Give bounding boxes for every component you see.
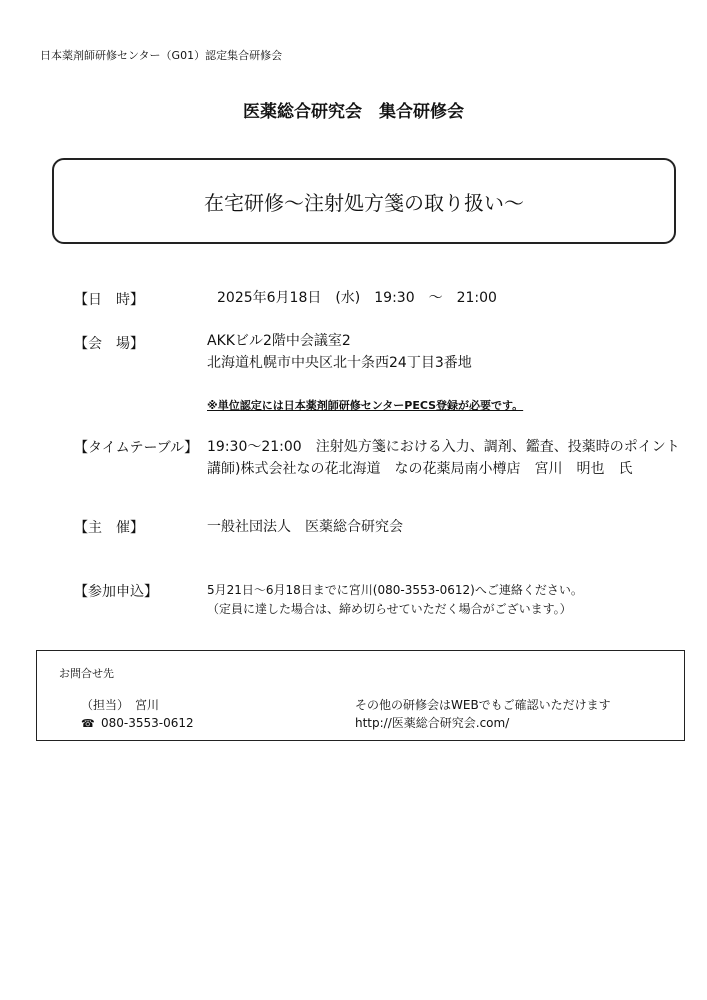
contact-person-block bbox=[81, 696, 194, 733]
timetable-line-2: 講師)株式会社なの花北海道 なの花薬局南小樽店 宮川 明也 氏 bbox=[207, 461, 633, 477]
contact-phone-line bbox=[81, 714, 194, 733]
contact-person: （担当） 宮川 bbox=[81, 698, 160, 712]
application-line-1: 5月21日～6月18日までに宮川(080-3553-0612)へご連絡ください。 bbox=[207, 583, 583, 597]
contact-url-link[interactable]: http://医薬総合研究会.com/ bbox=[355, 716, 510, 730]
event-title: 在宅研修～注射処方箋の取り扱い～ bbox=[204, 190, 524, 215]
timetable-label: 【タイムテーブル】 bbox=[74, 440, 199, 456]
pecs-notice: ※単位認定には日本薬剤師研修センターPECS登録が必要です。 bbox=[207, 399, 524, 412]
contact-web-block bbox=[355, 696, 611, 732]
application-line-2: （定員に達した場合は、締め切らせていただく場合がございます。） bbox=[207, 602, 572, 616]
event-title-box bbox=[52, 158, 676, 244]
venue-label: 【会 場】 bbox=[74, 336, 144, 352]
timetable-line-1: 19:30～21:00 注射処方箋における入力、調剤、鑑査、投薬時のポイント bbox=[207, 439, 680, 455]
contact-other-info: その他の研修会はWEBでもご確認いただけます bbox=[355, 698, 611, 712]
phone-icon: ☎ bbox=[81, 717, 95, 730]
venue-line-2: 北海道札幌市中央区北十条西24丁目3番地 bbox=[207, 355, 472, 371]
application-label: 【参加申込】 bbox=[74, 584, 158, 600]
header-note: 日本薬剤師研修センター（G01）認定集合研修会 bbox=[40, 49, 283, 62]
date-label: 【日 時】 bbox=[74, 292, 144, 308]
contact-phone[interactable]: 080-3553-0612 bbox=[101, 716, 194, 730]
organizer-value: 一般社団法人 医薬総合研究会 bbox=[207, 519, 403, 535]
contact-box bbox=[36, 650, 685, 741]
date-value: 2025年6月18日 (水) 19:30 ～ 21:00 bbox=[217, 290, 497, 306]
contact-title: お問合せ先 bbox=[59, 667, 114, 680]
organizer-label: 【主 催】 bbox=[74, 520, 144, 536]
main-title: 医薬総合研究会 集合研修会 bbox=[243, 102, 464, 122]
venue-line-1: AKKビル2階中会議室2 bbox=[207, 333, 351, 349]
